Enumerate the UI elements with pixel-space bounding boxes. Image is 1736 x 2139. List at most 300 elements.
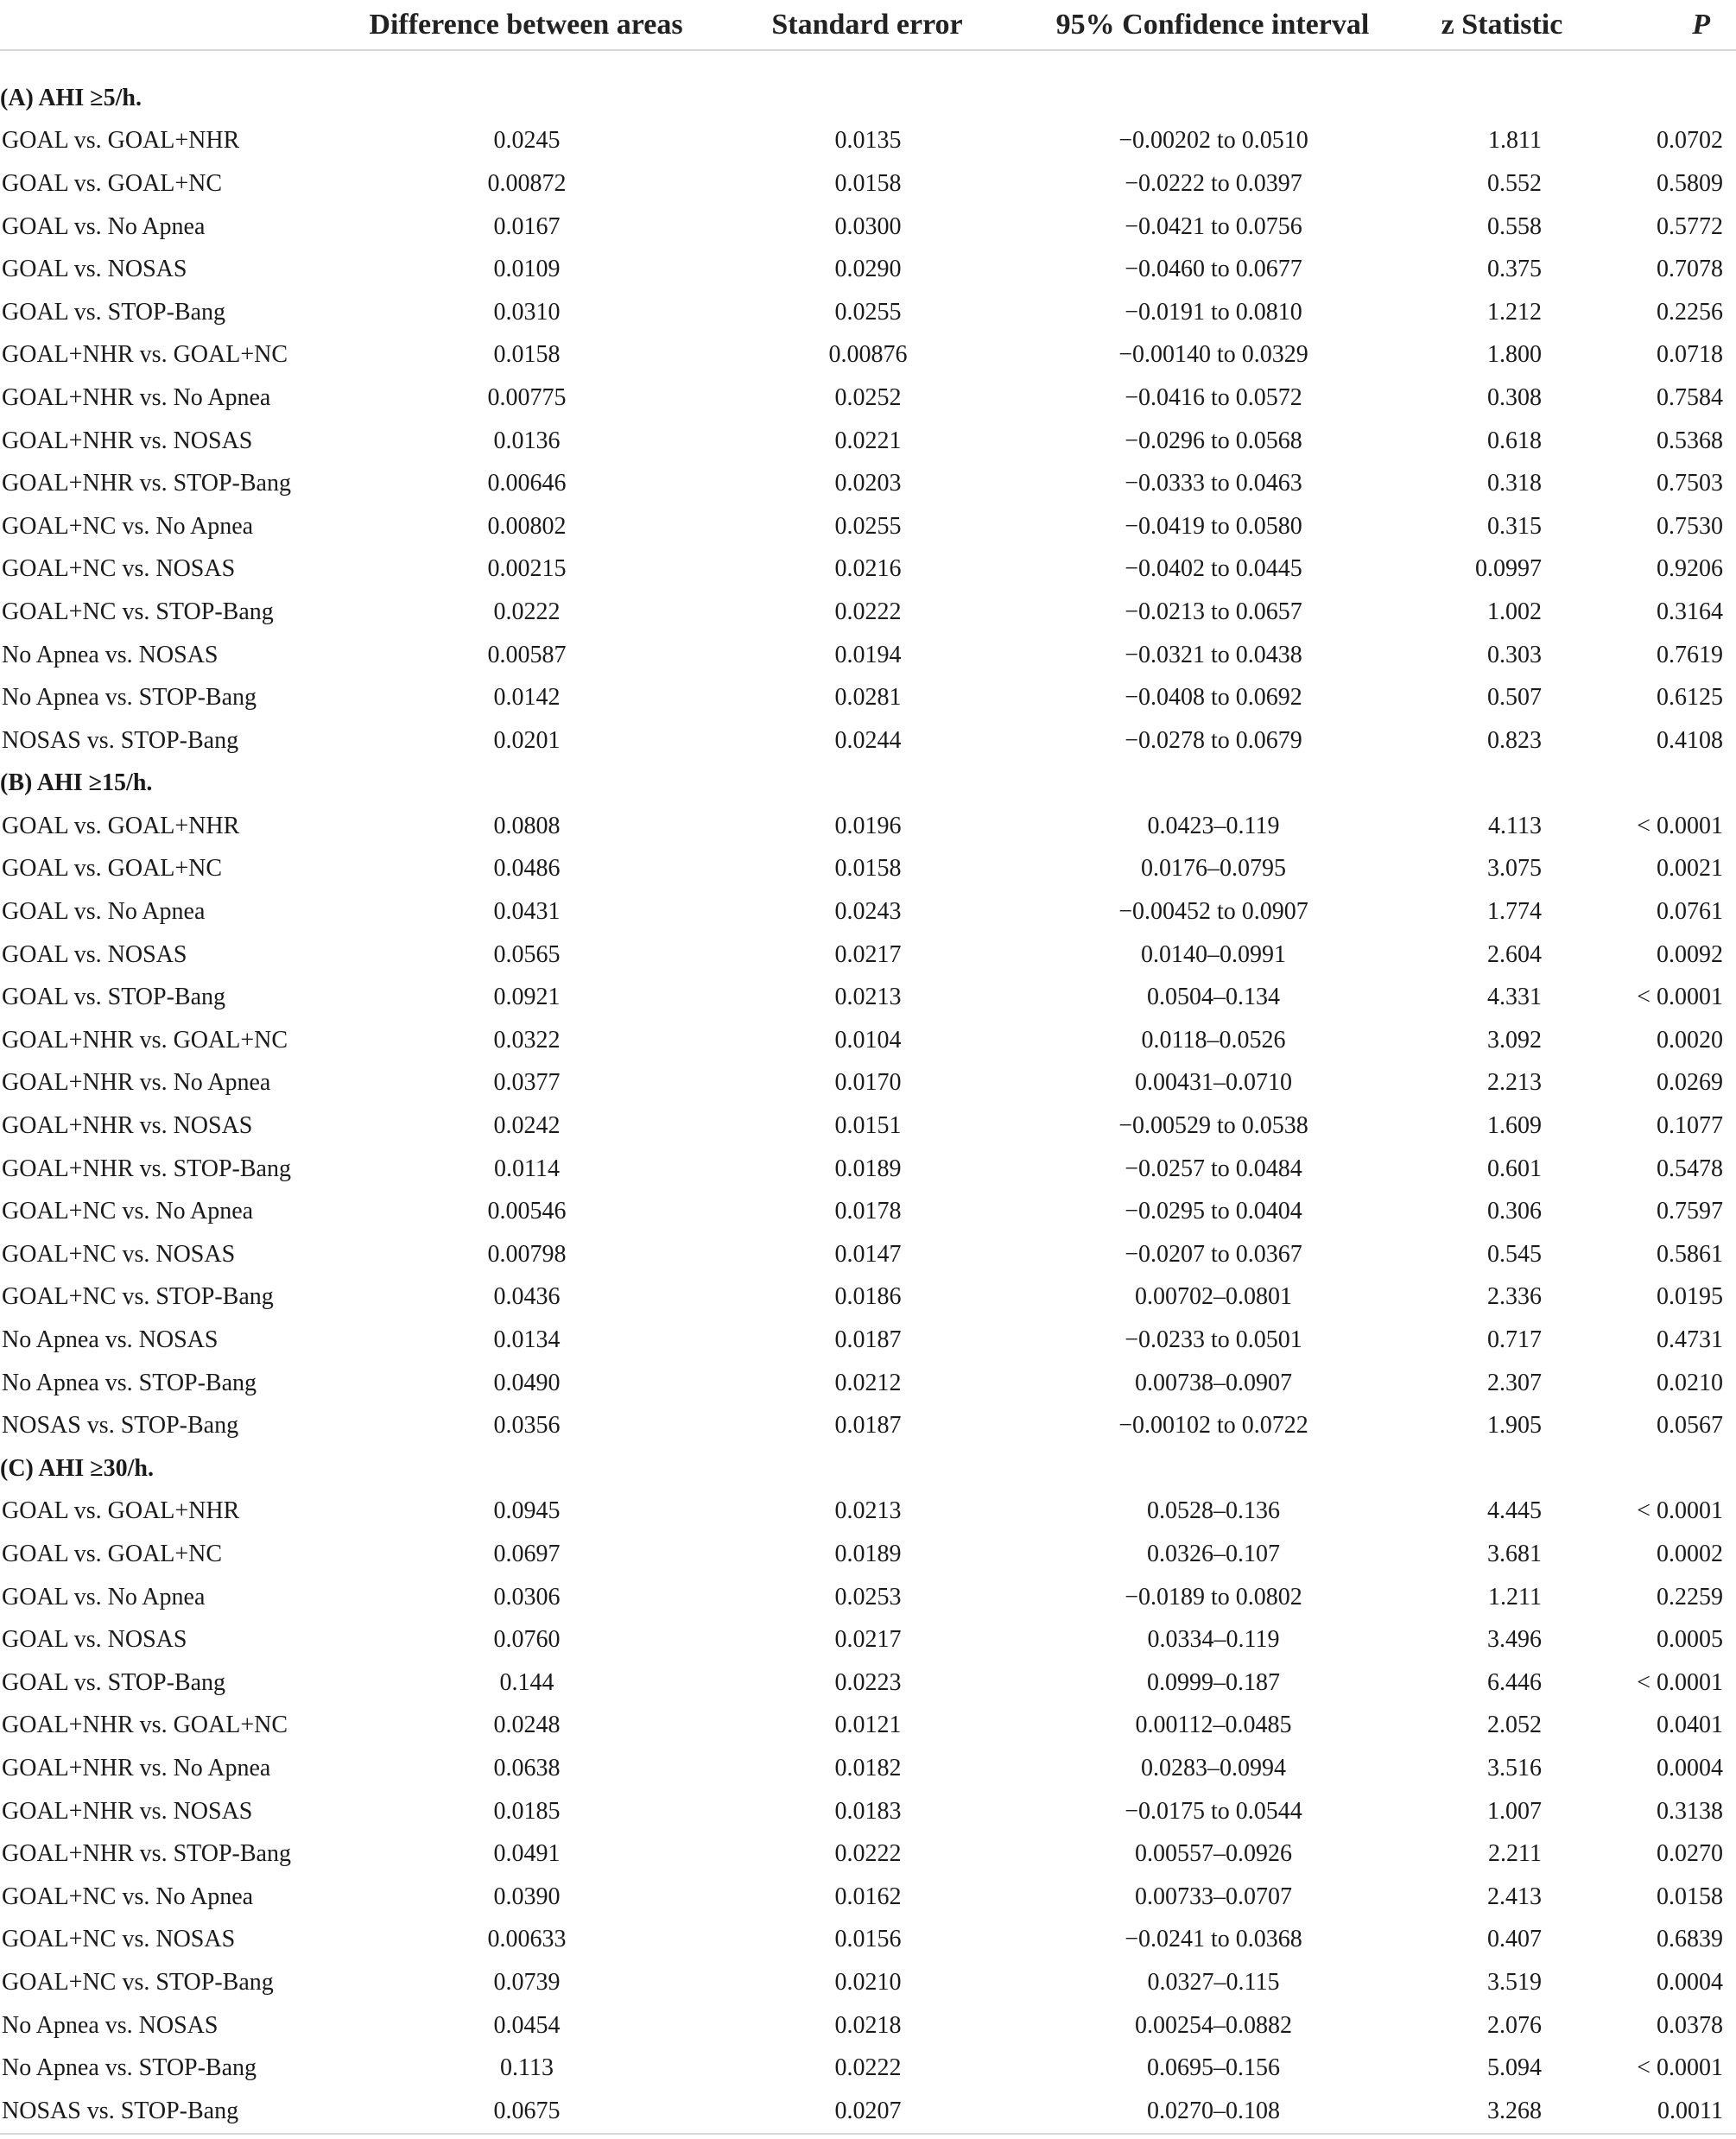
cell-p: 0.0011 <box>1598 2090 1736 2134</box>
table-row <box>0 248 1736 291</box>
cell-p: 0.3138 <box>1657 1797 1723 1825</box>
cell-std-error: 0.0189 <box>834 1155 902 1182</box>
table-row <box>0 1919 1736 1962</box>
cell-ci: −0.0421 to 0.0756 <box>1125 212 1302 240</box>
cell-z: 4.331 <box>1487 984 1542 1011</box>
cell-ci: 0.0327–0.115 <box>1147 1968 1280 1996</box>
header-difference: Difference between areas <box>337 0 717 50</box>
cell-p: < 0.0001 <box>1637 1497 1723 1525</box>
cell-ci: −0.0296 to 0.0568 <box>1125 427 1302 454</box>
cell-z: 0.618 <box>1487 427 1542 454</box>
cell-comparison: No Apnea vs. STOP-Bang <box>2 1369 257 1396</box>
cell-difference: 0.0808 <box>493 812 561 839</box>
cell-p: 0.0378 <box>1657 2011 1723 2039</box>
cell-ci: −0.0408 to 0.0692 <box>1125 684 1302 712</box>
cell-ci: −0.0419 to 0.0580 <box>1125 512 1302 540</box>
cell-ci: 0.00112–0.0485 <box>1135 1712 1292 1739</box>
cell-difference: 0.0142 <box>493 684 561 712</box>
table-row <box>0 291 1736 334</box>
cell-difference: 0.0245 <box>493 127 561 155</box>
cell-std-error: 0.0218 <box>834 2011 902 2039</box>
cell-difference: 0.0490 <box>493 1369 561 1396</box>
table-row <box>0 2004 1736 2047</box>
cell-p: < 0.0001 <box>1637 2054 1723 2082</box>
cell-z: 6.446 <box>1487 1668 1542 1696</box>
cell-comparison: GOAL+NHR vs. STOP-Bang <box>2 1840 291 1868</box>
cell-p: 0.0004 <box>1657 1968 1723 1996</box>
cell-p: 0.6125 <box>1657 684 1723 712</box>
cell-std-error: 0.0186 <box>834 1283 902 1311</box>
cell-difference: 0.144 <box>499 1668 554 1696</box>
table-row <box>0 1705 1736 1748</box>
section-row <box>0 1447 1736 1490</box>
cell-z: 2.076 <box>1487 2011 1542 2039</box>
table-row <box>0 2090 1736 2134</box>
cell-std-error: 0.0213 <box>834 984 902 1011</box>
cell-ci: −0.0416 to 0.0572 <box>1125 383 1302 411</box>
cell-p: 0.1077 <box>1657 1112 1723 1140</box>
cell-ci: 0.0999–0.187 <box>1147 1668 1280 1696</box>
cell-p: < 0.0001 <box>1637 1668 1723 1696</box>
cell-difference: 0.0565 <box>493 940 561 968</box>
cell-ci: −0.00102 to 0.0722 <box>1118 1412 1308 1440</box>
table-header <box>0 0 1736 50</box>
cell-comparison: GOAL+NHR vs. No Apnea <box>2 1754 271 1781</box>
cell-ci: 0.0140–0.0991 <box>1141 940 1286 968</box>
cell-difference: 0.00872 <box>487 169 567 197</box>
cell-p: 0.0021 <box>1657 855 1723 883</box>
cell-std-error: 0.0255 <box>834 298 902 326</box>
cell-z: 2.052 <box>1487 1712 1542 1739</box>
cell-std-error: 0.0281 <box>834 684 902 712</box>
cell-p: 0.0004 <box>1657 1754 1723 1781</box>
table-row <box>0 462 1736 505</box>
cell-p: 0.0718 <box>1657 341 1723 369</box>
cell-comparison: No Apnea vs. STOP-Bang <box>2 684 257 712</box>
table-row <box>0 206 1736 249</box>
cell-comparison: GOAL+NHR vs. No Apnea <box>2 1069 271 1097</box>
cell-std-error: 0.0158 <box>834 855 902 883</box>
cell-comparison: GOAL+NC vs. No Apnea <box>2 1883 254 1910</box>
table-row <box>0 1190 1736 1233</box>
cell-comparison: GOAL+NHR vs. GOAL+NC <box>2 1712 288 1739</box>
cell-z: 0.407 <box>1487 1926 1542 1953</box>
table-row <box>0 1404 1736 1447</box>
cell-difference: 0.0921 <box>493 984 561 1011</box>
cell-difference: 0.0697 <box>493 1540 561 1567</box>
cell-comparison: GOAL+NC vs. STOP-Bang <box>2 1283 274 1311</box>
cell-std-error: 0.0183 <box>834 1797 902 1825</box>
cell-std-error: 0.0158 <box>834 169 902 197</box>
cell-z: 3.496 <box>1487 1626 1542 1654</box>
table-row <box>0 505 1736 548</box>
cell-ci: 0.0695–0.156 <box>1147 2054 1280 2082</box>
header-z: z Statistic <box>1408 0 1598 50</box>
cell-std-error: 0.0244 <box>834 726 902 754</box>
table-row <box>0 591 1736 634</box>
table-row <box>0 1276 1736 1319</box>
cell-p: 0.0195 <box>1657 1283 1723 1311</box>
table-row <box>0 1062 1736 1105</box>
cell-z: 0.303 <box>1487 641 1542 668</box>
cell-comparison: GOAL+NHR vs. NOSAS <box>2 427 253 454</box>
cell-z: 2.413 <box>1487 1883 1542 1910</box>
cell-difference: 0.0356 <box>493 1412 561 1440</box>
cell-std-error: 0.0212 <box>834 1369 902 1396</box>
cell-ci: −0.0402 to 0.0445 <box>1125 555 1302 583</box>
cell-p: 0.0761 <box>1657 898 1723 926</box>
cell-std-error: 0.0162 <box>834 1883 902 1910</box>
cell-difference: 0.0436 <box>493 1283 561 1311</box>
cell-comparison: GOAL+NC vs. STOP-Bang <box>2 598 274 625</box>
cell-z: 1.002 <box>1487 598 1542 625</box>
cell-z: 3.516 <box>1487 1754 1542 1781</box>
cell-std-error: 0.0121 <box>834 1712 902 1739</box>
cell-p: 0.2259 <box>1657 1583 1723 1611</box>
cell-ci: 0.0283–0.0994 <box>1141 1754 1286 1781</box>
cell-std-error: 0.0178 <box>834 1198 902 1225</box>
cell-difference: 0.0201 <box>493 726 561 754</box>
cell-std-error: 0.0156 <box>834 1926 902 1953</box>
cell-ci: 0.00254–0.0882 <box>1135 2011 1292 2039</box>
cell-ci: −0.00452 to 0.0907 <box>1118 898 1308 926</box>
cell-comparison: GOAL vs. STOP-Bang <box>2 1668 226 1696</box>
cell-difference: 0.0945 <box>493 1497 561 1525</box>
cell-z: 0.507 <box>1487 684 1542 712</box>
cell-difference: 0.00633 <box>487 1926 567 1953</box>
cell-p: 0.7503 <box>1657 470 1723 497</box>
cell-p: 0.6839 <box>1657 1926 1723 1953</box>
cell-comparison: GOAL vs. NOSAS <box>2 1626 187 1654</box>
cell-ci: −0.0189 to 0.0802 <box>1125 1583 1302 1611</box>
table-row <box>0 976 1736 1019</box>
table-row <box>0 719 1736 763</box>
cell-p: 0.0092 <box>1657 940 1723 968</box>
cell-ci: −0.00529 to 0.0538 <box>1118 1112 1308 1140</box>
cell-comparison: GOAL vs. GOAL+NC <box>2 855 223 883</box>
cell-difference: 0.0158 <box>493 341 561 369</box>
cell-difference: 0.0491 <box>493 1840 561 1868</box>
header-p: P <box>1598 0 1736 50</box>
cell-p: 0.4108 <box>1657 726 1723 754</box>
cell-p: 0.0401 <box>1657 1712 1723 1739</box>
cell-p: 0.0005 <box>1657 1626 1723 1654</box>
cell-difference: 0.00587 <box>487 641 567 668</box>
cell-z: 1.905 <box>1487 1412 1542 1440</box>
cell-std-error: 0.0213 <box>834 1497 902 1525</box>
cell-p: 0.5368 <box>1657 427 1723 454</box>
table-row <box>0 334 1736 377</box>
cell-std-error: 0.0290 <box>834 256 902 283</box>
cell-difference: 0.0134 <box>493 1326 561 1354</box>
cell-z: 2.336 <box>1487 1283 1542 1311</box>
cell-z: 3.092 <box>1487 1026 1542 1054</box>
cell-difference: 0.0675 <box>337 2090 717 2134</box>
cell-std-error: 0.0147 <box>834 1240 902 1268</box>
table-row <box>0 548 1736 592</box>
cell-difference: 0.0377 <box>493 1069 561 1097</box>
header-ci: 95% Confidence interval <box>1019 0 1408 50</box>
cell-ci: 0.0326–0.107 <box>1147 1540 1280 1567</box>
table-row <box>0 1233 1736 1276</box>
cell-p: 0.0210 <box>1657 1369 1723 1396</box>
section-row <box>0 77 1736 120</box>
cell-difference: 0.00546 <box>487 1198 567 1225</box>
cell-z: 1.800 <box>1487 341 1542 369</box>
cell-comparison: NOSAS vs. STOP-Bang <box>2 726 239 754</box>
table-row <box>0 1961 1736 2004</box>
cell-difference: 0.0486 <box>493 855 561 883</box>
cell-comparison: GOAL+NHR vs. GOAL+NC <box>2 1026 288 1054</box>
cell-ci: 0.00702–0.0801 <box>1135 1283 1292 1311</box>
cell-comparison: GOAL vs. GOAL+NHR <box>2 1497 240 1525</box>
cell-std-error: 0.0243 <box>834 898 902 926</box>
table-row <box>0 120 1736 163</box>
table-row <box>0 805 1736 848</box>
cell-std-error: 0.0253 <box>834 1583 902 1611</box>
cell-std-error: 0.0210 <box>834 1968 902 1996</box>
table-row <box>0 1832 1736 1876</box>
cell-std-error: 0.0221 <box>834 427 902 454</box>
cell-comparison: No Apnea vs. NOSAS <box>2 641 219 668</box>
cell-p: < 0.0001 <box>1637 812 1723 839</box>
cell-ci: 0.0270–0.108 <box>1019 2090 1408 2134</box>
cell-ci: −0.0460 to 0.0677 <box>1125 256 1302 283</box>
table-row <box>0 420 1736 463</box>
cell-std-error: 0.0255 <box>834 512 902 540</box>
cell-comparison: GOAL vs. GOAL+NHR <box>2 127 240 155</box>
cell-z: 3.268 <box>1408 2090 1598 2134</box>
cell-p: 0.4731 <box>1657 1326 1723 1354</box>
cell-difference: 0.0167 <box>493 212 561 240</box>
cell-p: 0.5809 <box>1657 169 1723 197</box>
cell-z: 0.308 <box>1487 383 1542 411</box>
cell-comparison: GOAL vs. STOP-Bang <box>2 298 226 326</box>
cell-difference: 0.0248 <box>493 1712 561 1739</box>
cell-z: 3.681 <box>1487 1540 1542 1567</box>
cell-comparison: GOAL vs. No Apnea <box>2 898 206 926</box>
cell-ci: 0.0176–0.0795 <box>1141 855 1286 883</box>
section-label: (C) AHI ≥30/h. <box>0 1454 154 1482</box>
cell-z: 0.601 <box>1487 1155 1542 1182</box>
cell-difference: 0.0390 <box>493 1883 561 1910</box>
cell-z: 0.717 <box>1487 1326 1542 1354</box>
cell-comparison: No Apnea vs. NOSAS <box>2 1326 219 1354</box>
cell-z: 1.774 <box>1487 898 1542 926</box>
table-row <box>0 377 1736 420</box>
cell-difference: 0.0306 <box>493 1583 561 1611</box>
cell-ci: −0.00140 to 0.0329 <box>1118 341 1308 369</box>
cell-ci: −0.0278 to 0.0679 <box>1125 726 1302 754</box>
cell-p: 0.3164 <box>1657 598 1723 625</box>
cell-ci: −0.0222 to 0.0397 <box>1125 169 1302 197</box>
cell-z: 3.075 <box>1487 855 1542 883</box>
cell-difference: 0.0242 <box>493 1112 561 1140</box>
cell-difference: 0.0638 <box>493 1754 561 1781</box>
table-row <box>0 1148 1736 1191</box>
cell-std-error: 0.0207 <box>717 2090 1019 2134</box>
cell-ci: −0.0175 to 0.0544 <box>1125 1797 1302 1825</box>
cell-comparison: GOAL+NC vs. NOSAS <box>2 555 236 583</box>
cell-difference: 0.00798 <box>487 1240 567 1268</box>
table-row <box>0 1104 1736 1148</box>
cell-p: 0.0270 <box>1657 1840 1723 1868</box>
table-row <box>0 933 1736 977</box>
cell-comparison: NOSAS vs. STOP-Bang <box>0 2090 337 2134</box>
table-row <box>0 2047 1736 2090</box>
cell-std-error: 0.0189 <box>834 1540 902 1567</box>
cell-z: 1.609 <box>1487 1112 1542 1140</box>
cell-ci: 0.00738–0.0907 <box>1135 1369 1292 1396</box>
cell-p: 0.0158 <box>1657 1883 1723 1910</box>
cell-ci: −0.0233 to 0.0501 <box>1125 1326 1302 1354</box>
cell-ci: 0.0423–0.119 <box>1147 812 1280 839</box>
cell-std-error: 0.0252 <box>834 383 902 411</box>
cell-comparison: GOAL+NC vs. No Apnea <box>2 512 254 540</box>
cell-difference: 0.00802 <box>487 512 567 540</box>
table-row <box>0 1876 1736 1919</box>
cell-comparison: GOAL vs. GOAL+NHR <box>2 812 240 839</box>
header-std-error: Standard error <box>717 0 1019 50</box>
table-row <box>0 634 1736 677</box>
cell-std-error: 0.0203 <box>834 470 902 497</box>
cell-ci: 0.00733–0.0707 <box>1135 1883 1292 1910</box>
cell-p: 0.9206 <box>1657 555 1723 583</box>
table-row <box>0 1019 1736 1062</box>
cell-difference: 0.00646 <box>487 470 567 497</box>
cell-ci: 0.0118–0.0526 <box>1141 1026 1286 1054</box>
cell-ci: −0.0241 to 0.0368 <box>1125 1926 1302 1953</box>
header-spacer <box>0 50 1736 77</box>
cell-std-error: 0.0135 <box>834 127 902 155</box>
cell-difference: 0.0739 <box>493 1968 561 1996</box>
cell-z: 4.113 <box>1488 812 1542 839</box>
cell-z: 2.604 <box>1487 940 1542 968</box>
cell-comparison: GOAL vs. No Apnea <box>2 1583 206 1611</box>
cell-comparison: GOAL+NHR vs. NOSAS <box>2 1797 253 1825</box>
cell-z: 1.811 <box>1488 127 1542 155</box>
cell-z: 0.823 <box>1487 726 1542 754</box>
cell-difference: 0.0114 <box>494 1155 560 1182</box>
header-row <box>0 0 1736 50</box>
table-row <box>0 1319 1736 1362</box>
cell-std-error: 0.0223 <box>834 1668 902 1696</box>
cell-ci: −0.0333 to 0.0463 <box>1125 470 1302 497</box>
table-row <box>0 1533 1736 1576</box>
cell-p: 0.7619 <box>1657 641 1723 668</box>
cell-z: 0.375 <box>1487 256 1542 283</box>
cell-p: 0.7584 <box>1657 383 1723 411</box>
cell-std-error: 0.0222 <box>834 598 902 625</box>
section-label: (B) AHI ≥15/h. <box>0 769 153 797</box>
cell-std-error: 0.0222 <box>834 1840 902 1868</box>
cell-ci: −0.0213 to 0.0657 <box>1125 598 1302 625</box>
table-row <box>0 162 1736 206</box>
cell-std-error: 0.0170 <box>834 1069 902 1097</box>
cell-p: 0.5478 <box>1657 1155 1723 1182</box>
cell-comparison: GOAL+NHR vs. NOSAS <box>2 1112 253 1140</box>
cell-p: 0.0020 <box>1657 1026 1723 1054</box>
cell-difference: 0.0322 <box>493 1026 561 1054</box>
cell-p: 0.7078 <box>1657 256 1723 283</box>
cell-p: 0.5772 <box>1657 212 1723 240</box>
cell-difference: 0.113 <box>500 2054 554 2082</box>
cell-ci: 0.00557–0.0926 <box>1135 1840 1292 1868</box>
cell-z: 4.445 <box>1487 1497 1542 1525</box>
cell-std-error: 0.0217 <box>834 940 902 968</box>
table-row <box>0 890 1736 933</box>
table-row <box>0 1576 1736 1619</box>
cell-ci: 0.0504–0.134 <box>1147 984 1280 1011</box>
cell-std-error: 0.0222 <box>834 2054 902 2082</box>
cell-p: < 0.0001 <box>1637 984 1723 1011</box>
cell-comparison: GOAL+NC vs. NOSAS <box>2 1926 236 1953</box>
cell-std-error: 0.0187 <box>834 1326 902 1354</box>
cell-std-error: 0.0182 <box>834 1754 902 1781</box>
cell-z: 1.212 <box>1487 298 1542 326</box>
cell-std-error: 0.0196 <box>834 812 902 839</box>
cell-p: 0.5861 <box>1657 1240 1723 1268</box>
cell-difference: 0.00775 <box>487 383 567 411</box>
cell-comparison: GOAL+NHR vs. STOP-Bang <box>2 1155 291 1182</box>
cell-comparison: GOAL vs. NOSAS <box>2 940 187 968</box>
cell-comparison: GOAL+NHR vs. GOAL+NC <box>2 341 288 369</box>
cell-z: 0.315 <box>1487 512 1542 540</box>
cell-comparison: No Apnea vs. STOP-Bang <box>2 2054 257 2082</box>
section-label: (A) AHI ≥5/h. <box>0 84 142 111</box>
cell-p: 0.0702 <box>1657 127 1723 155</box>
cell-difference: 0.0136 <box>493 427 561 454</box>
cell-comparison: GOAL vs. STOP-Bang <box>2 984 226 1011</box>
cell-comparison: GOAL+NC vs. No Apnea <box>2 1198 254 1225</box>
cell-difference: 0.00215 <box>487 555 567 583</box>
cell-std-error: 0.0217 <box>834 1626 902 1654</box>
cell-z: 5.094 <box>1487 2054 1542 2082</box>
cell-z: 2.211 <box>1488 1840 1542 1868</box>
cell-difference: 0.0222 <box>493 598 561 625</box>
cell-comparison: GOAL+NHR vs. STOP-Bang <box>2 470 291 497</box>
cell-p: 0.7530 <box>1657 512 1723 540</box>
cell-z: 0.545 <box>1487 1240 1542 1268</box>
table-row <box>0 1490 1736 1534</box>
cell-ci: −0.00202 to 0.0510 <box>1118 127 1308 155</box>
cell-z: 1.007 <box>1487 1797 1542 1825</box>
cell-difference: 0.0454 <box>493 2011 561 2039</box>
cell-difference: 0.0185 <box>493 1797 561 1825</box>
section-row <box>0 763 1736 806</box>
cell-p: 0.2256 <box>1657 298 1723 326</box>
cell-z: 1.211 <box>1488 1583 1542 1611</box>
cell-z: 0.0997 <box>1475 555 1542 583</box>
cell-z: 2.213 <box>1487 1069 1542 1097</box>
cell-difference: 0.0760 <box>493 1626 561 1654</box>
cell-ci: −0.0191 to 0.0810 <box>1125 298 1302 326</box>
cell-z: 0.552 <box>1487 169 1542 197</box>
cell-z: 2.307 <box>1487 1369 1542 1396</box>
cell-ci: 0.0334–0.119 <box>1147 1626 1280 1654</box>
cell-comparison: GOAL vs. No Apnea <box>2 212 206 240</box>
cell-comparison: GOAL+NC vs. NOSAS <box>2 1240 236 1268</box>
table-row <box>0 848 1736 891</box>
cell-ci: 0.0528–0.136 <box>1147 1497 1280 1525</box>
cell-comparison: No Apnea vs. NOSAS <box>2 2011 219 2039</box>
table-row <box>0 1747 1736 1790</box>
cell-p: 0.0269 <box>1657 1069 1723 1097</box>
cell-p: 0.0002 <box>1657 1540 1723 1567</box>
cell-std-error: 0.0216 <box>834 555 902 583</box>
cell-ci: −0.0207 to 0.0367 <box>1125 1240 1302 1268</box>
cell-ci: −0.0321 to 0.0438 <box>1125 641 1302 668</box>
